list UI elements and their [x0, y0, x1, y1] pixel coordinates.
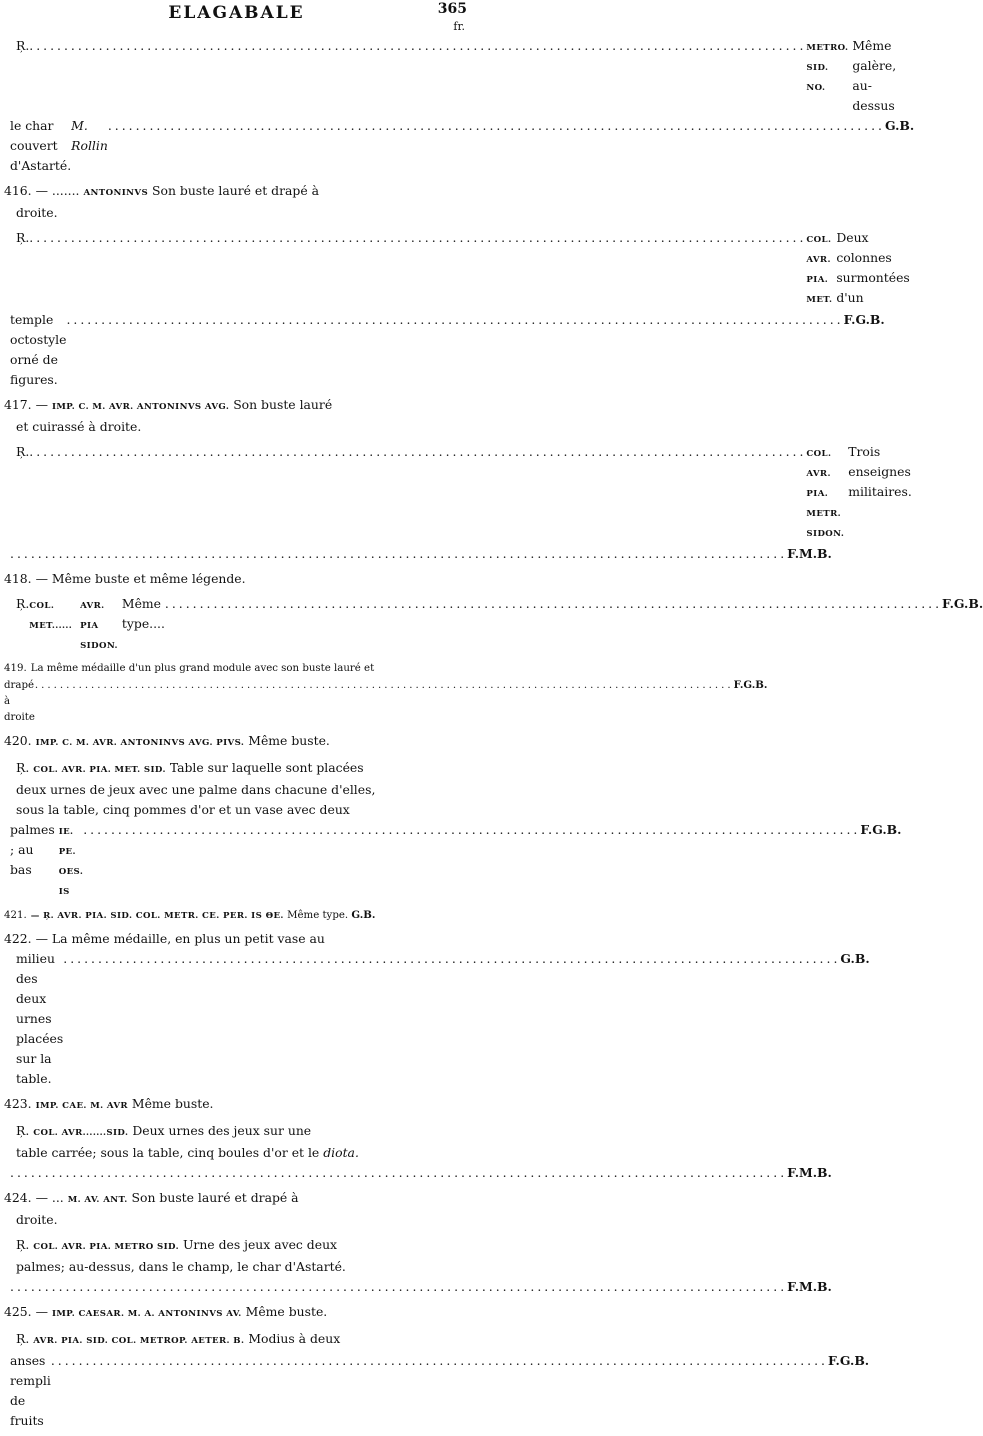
coin-description: diota.	[323, 1145, 359, 1160]
leader-dots: ................................................................................................................	[50, 1353, 828, 1368]
running-title: ELAGABALE	[168, 3, 305, 23]
page-note: fr.	[453, 20, 465, 33]
entry-line	[4, 395, 467, 417]
entry-line	[4, 228, 910, 310]
coin-legend: — Ŗ. AVR. PIA. SID. COL. METR. CE. PER. IS ΘE.	[30, 911, 284, 921]
reverse-mark: Ŗ.	[16, 38, 30, 53]
module-ref: G.B.	[884, 118, 915, 133]
coin-legend: AVR. PIA. SID. COL. METROP. AETER. B.	[33, 1336, 245, 1346]
entry-dash: —	[35, 397, 48, 412]
catalogue-entry	[4, 731, 467, 753]
reverse-mark: Ŗ.	[16, 1331, 30, 1346]
entry-line	[4, 181, 467, 203]
entry-number: 416.	[4, 183, 32, 198]
module-ref: F.M.B.	[787, 1165, 832, 1180]
entry-line	[4, 116, 915, 176]
entry-line	[4, 1121, 467, 1163]
catalogue-entry	[4, 228, 910, 390]
module-ref: F.M.B.	[787, 546, 832, 561]
coin-description: Même type....	[121, 596, 165, 631]
entry-dash: — ...	[35, 1190, 64, 1205]
reverse-mark: Ŗ.	[16, 1123, 30, 1138]
coin-description: le char couvert d'Astarté.	[10, 118, 72, 173]
catalogue-entry	[4, 1329, 870, 1431]
module-ref: F.G.B.	[733, 679, 768, 691]
catalogue-body	[4, 36, 983, 1436]
entry-continuation: milieu des deux urnes placées sur la table.	[16, 951, 64, 1086]
catalogue-entry	[4, 1094, 467, 1116]
catalogue-entry	[4, 594, 983, 656]
coin-description: Modius à deux	[248, 1331, 341, 1346]
catalogue-entry	[4, 1121, 832, 1183]
entry-line	[4, 731, 467, 753]
coin-description: table carrée; sous la table, cinq boules d'or et le	[16, 1145, 320, 1160]
entry-number: 420.	[4, 733, 32, 748]
entry-line	[4, 1302, 467, 1324]
entry-text: La même médaille d'un plus grand module avec son buste lauré et	[30, 663, 375, 674]
catalogue-entry	[4, 1235, 832, 1297]
coin-description: Même buste.	[248, 733, 330, 748]
catalogue-entry	[4, 36, 915, 176]
module-ref: G.B.	[840, 951, 870, 966]
coin-legend: AVR. PIA SIDON.	[80, 601, 118, 651]
leader-dots: ................................................................................................................	[164, 596, 943, 611]
coin-legend: IE. PE. OES. IS	[58, 827, 84, 897]
coin-description: temple octostyle orné de figures.	[10, 312, 67, 387]
coin-description: Urne des jeux avec deux	[182, 1237, 338, 1252]
module-ref: F.G.B.	[860, 822, 902, 837]
page-number: 365	[437, 1, 467, 17]
entry-text: — La même médaille, en plus un petit vase au	[35, 931, 325, 946]
reverse-mark: Ŗ.	[16, 444, 30, 459]
coin-description: Même type.	[287, 910, 349, 921]
coin-legend: COL. AVR. PIA. MET.	[806, 235, 833, 305]
module-ref: G.B.	[351, 909, 376, 921]
entry-line	[4, 1094, 467, 1116]
entry-line	[4, 949, 870, 1089]
coin-legend: IMP. C. M. AVR. ANTONINVS AVG. PIVS.	[35, 738, 245, 748]
entry-number: 417.	[4, 397, 32, 412]
coin-legend: COL. AVR.......SID.	[33, 1128, 129, 1138]
coin-description: palmes ; au bas	[10, 822, 55, 877]
coin-description: Table sur laquelle sont placées	[169, 760, 364, 775]
catalogue-entry	[4, 1302, 467, 1324]
catalogue-entry	[4, 395, 467, 437]
catalogue-entry	[4, 569, 467, 589]
reverse-mark: Ŗ.	[16, 230, 30, 245]
leader-dots: ................................................................................................................	[29, 230, 807, 245]
entry-line	[4, 907, 467, 924]
coin-description: Même galère, au-dessus	[852, 38, 897, 113]
coin-legend: COL. AVR. PIA. MET. SID.	[33, 765, 166, 775]
entry-number: 422.	[4, 931, 32, 946]
entry-line	[4, 758, 467, 820]
coin-description: Trois enseignes militaires.	[848, 444, 912, 499]
entry-line	[4, 1163, 832, 1183]
coin-legend: IMP. CAESAR. M. A. ANTONINVS AV.	[51, 1309, 242, 1319]
entry-line	[4, 1329, 467, 1351]
coin-description: Son buste lauré et drapé à	[152, 183, 320, 198]
reverse-mark: Ŗ.	[16, 760, 30, 775]
entry-continuation: droite.	[16, 1212, 58, 1227]
reverse-mark: Ŗ.	[16, 1237, 30, 1252]
catalogue-entry	[4, 442, 912, 564]
coin-legend: IMP. C. M. AVR. ANTONINVS AVG.	[51, 402, 230, 412]
entry-line	[4, 36, 897, 116]
leader-dots: ................................................................................................................	[10, 1165, 788, 1180]
module-ref: F.G.B.	[843, 312, 885, 327]
coin-description: Même buste.	[131, 1096, 214, 1111]
entry-continuation: droite.	[16, 205, 58, 220]
entry-number: 418.	[4, 571, 32, 586]
coin-description: deux urnes de jeux avec une palme dans chacune d'elles,	[16, 782, 376, 797]
entry-line	[4, 569, 467, 589]
coin-legend: METRO. SID. NO.	[806, 43, 849, 93]
catalogue-entry	[4, 661, 768, 726]
entry-line	[4, 929, 467, 949]
entry-number: 424.	[4, 1190, 32, 1205]
entry-continuation: drapé à droite	[4, 680, 35, 723]
coin-legend: M. AV. ANT.	[67, 1195, 128, 1205]
entry-line	[4, 442, 912, 544]
coin-description: anses rempli de fruits	[10, 1353, 51, 1428]
leader-dots: ................................................................................................................	[29, 444, 807, 459]
coin-description: palmes; au-dessus, dans le champ, le char d'Astarté.	[16, 1259, 346, 1274]
catalogue-entry	[4, 758, 902, 902]
entry-line	[4, 594, 983, 656]
leader-dots: ................................................................................................................	[34, 680, 734, 691]
collection-name: M. Rollin	[71, 118, 108, 153]
coin-legend: COL. AVR. PIA. METR. SIDON.	[806, 449, 845, 539]
coin-description: sous la table, cinq pommes d'or et un vase avec deux	[16, 802, 350, 817]
catalogue-entry	[4, 181, 467, 223]
entry-line	[4, 661, 467, 677]
reverse-mark: Ŗ.	[16, 596, 30, 611]
module-ref: F.M.B.	[787, 1279, 832, 1294]
module-ref: F.G.B.	[942, 596, 983, 611]
leader-dots: ................................................................................................................	[107, 118, 885, 133]
entry-line	[4, 1277, 832, 1297]
module-ref: F.G.B.	[828, 1353, 870, 1368]
coin-description: Son buste lauré et drapé à	[131, 1190, 299, 1205]
entry-line	[4, 1351, 870, 1431]
leader-dots: ................................................................................................................	[63, 951, 841, 966]
entry-continuation: et cuirassé à droite.	[16, 419, 142, 434]
catalogue-entry	[4, 1188, 467, 1230]
coin-legend: ANTONINVS	[83, 188, 149, 198]
catalogue-entry	[4, 929, 870, 1089]
leader-dots: ................................................................................................................	[10, 1279, 788, 1294]
leader-dots: ................................................................................................................	[29, 38, 807, 53]
entry-line	[4, 544, 832, 564]
catalogue-entry	[4, 907, 467, 924]
entry-number: 419.	[4, 663, 27, 674]
entry-line	[4, 1188, 467, 1210]
entry-line	[4, 677, 768, 726]
coin-description: Son buste lauré	[233, 397, 333, 412]
entry-text: — Même buste et même légende.	[35, 571, 246, 586]
coin-description: Même buste.	[245, 1304, 328, 1319]
entry-line	[4, 820, 902, 902]
coin-description: Deux urnes des jeux sur une	[132, 1123, 312, 1138]
coin-legend: COL. MET......	[29, 601, 73, 631]
entry-dash: —	[35, 1304, 48, 1319]
entry-dash: — .......	[35, 183, 80, 198]
entry-number: 421.	[4, 910, 27, 921]
coin-description: Deux colonnes surmontées d'un	[836, 230, 910, 305]
leader-dots: ................................................................................................................	[66, 312, 844, 327]
entry-number: 425.	[4, 1304, 32, 1319]
entry-line	[4, 310, 885, 390]
entry-line	[4, 1235, 467, 1277]
entry-number: 423.	[4, 1096, 32, 1111]
leader-dots: ................................................................................................................	[83, 822, 861, 837]
coin-legend: IMP. CAE. M. AVR	[35, 1101, 128, 1111]
leader-dots: ................................................................................................................	[10, 546, 788, 561]
coin-legend: COL. AVR. PIA. METRO SID.	[33, 1242, 179, 1252]
